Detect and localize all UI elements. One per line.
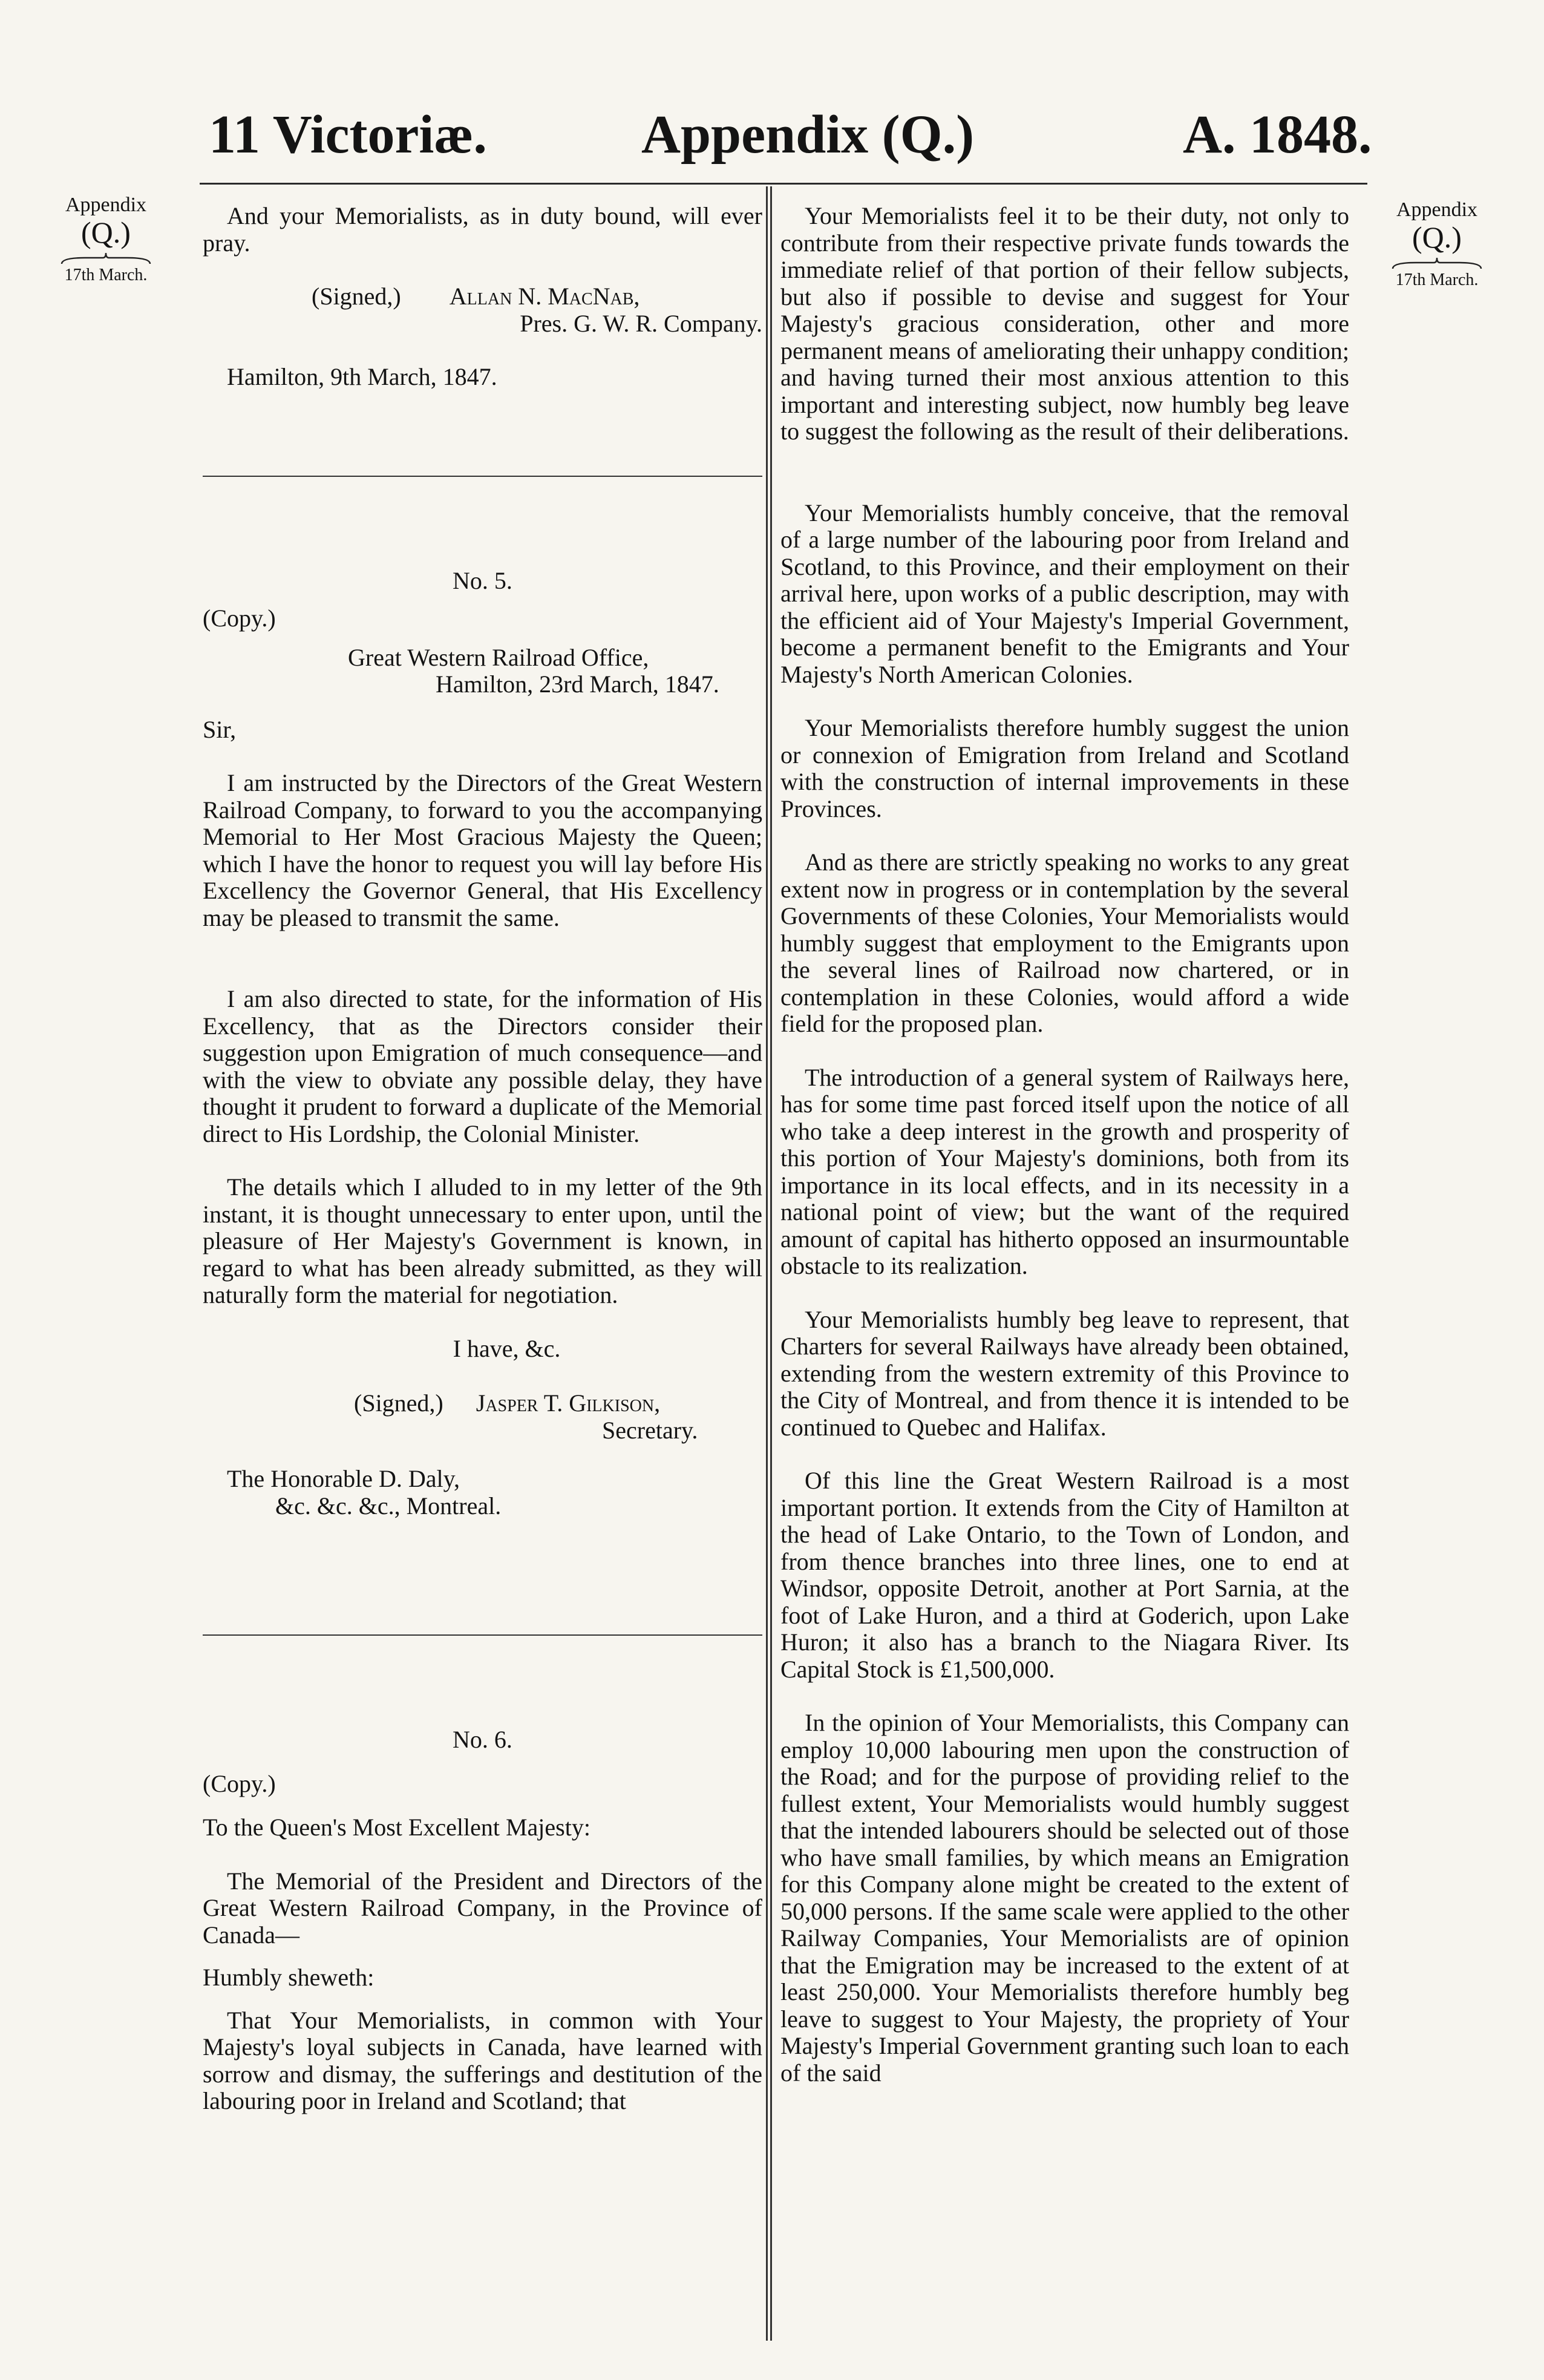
no6-copy: (Copy.): [203, 1769, 276, 1797]
right-para4: And as there are strictly speaking no works to any great extent now in progress or in contemplation by the several Governments of these Colonies, Your Memorialists would humbly suggest that employment to the Emigrants upon the several lines of Railroad now chartered, or in contemplation in these Colonies, would afford a wide field for the proposed plan.: [780, 848, 1349, 1037]
margin-note-left: [45, 194, 166, 285]
signer-title: Secretary.: [602, 1416, 698, 1444]
signer-name: Jasper T. Gilkison,: [476, 1389, 661, 1417]
no5-para1: I am instructed by the Directors of the Great Western Railroad Company, to forward to you the accompanying Memorial to Her Most Gracious Majesty the Queen; which I have the honor to request you will lay before His Excellency the Governor General, that His Excellency may be pleased to transmit the same.: [203, 769, 762, 931]
no6-memorial: The Memorial of the President and Directors of the Great Western Railroad Company, in the Province of Canada—: [203, 1867, 762, 1949]
header-rule: [200, 183, 1367, 185]
signed-label: (Signed,): [354, 1389, 443, 1417]
margin-note-letter: (Q.): [81, 215, 131, 250]
right-para6: Your Memorialists humbly beg leave to represent, that Charters for several Railways have already been obtained, extending from the western extremity of this Province to the City of Montreal, and from thence it is intended to be continued to Quebec and Halifax.: [780, 1305, 1349, 1441]
memorial-closing: And your Memorialists, as in duty bound, will ever pray.: [203, 202, 762, 257]
no6-heading: No. 6.: [453, 1726, 512, 1753]
no6-para1: That Your Memorialists, in common with Your Majesty's loyal subjects in Canada, have learned with sorrow and dismay, the sufferings and destitution of the labouring poor in Ireland and Scotland; that: [203, 2006, 762, 2114]
right-para7: Of this line the Great Western Railroad is a most important portion. It extends from the City of Hamilton at the head of Lake Ontario, to the Town of London, and from thence branches into three lines, one to end at Windsor, opposite Detroit, another at Port Sarnia, at the foot of Lake Huron, and a third at Goderich, upon Lake Huron; it also has a branch to the Niagara River. Its Capital Stock is £1,500,000.: [780, 1467, 1349, 1683]
place-date: Hamilton, 9th March, 1847.: [227, 363, 497, 390]
no6-to: To the Queen's Most Excellent Majesty:: [203, 1814, 590, 1841]
right-para1: Your Memorialists feel it to be their duty, not only to contribute from their respective private funds towards the immediate relief of that portion of their fellow subjects, but also if possible to devise and suggest for Your Majesty's gracious consideration, other and more permanent means of ameliorating their unhappy condition; and having turned their most anxious attention to this important and interesting subject, now humbly beg leave to suggest the following as the result of their deliberations.: [780, 202, 1349, 445]
margin-note-label: Appendix: [65, 194, 147, 216]
no5-office-line2: Hamilton, 23rd March, 1847.: [436, 670, 719, 698]
margin-note-date: 17th March.: [64, 266, 148, 285]
no5-copy: (Copy.): [203, 605, 276, 632]
no5-para2: I am also directed to state, for the information of His Excellency, that as the Directors consider their suggestion upon Emigration of much consequence—and with the view to obviate any possible delay, they have thought it prudent to forward a duplicate of the Memorial direct to His Lordship, the Colonial Minister.: [203, 985, 762, 1147]
column-divider: [766, 186, 772, 2341]
signer-name: Allan N. MacNab,: [449, 283, 640, 310]
addressee-line1: The Honorable D. Daly,: [227, 1465, 460, 1492]
margin-note-date: 17th March.: [1395, 270, 1479, 290]
right-para3: Your Memorialists therefore humbly suggest the union or connexion of Emigration from Ireland and Scotland with the construction of internal improvements in these Provinces.: [780, 714, 1349, 822]
signed-label: (Signed,): [312, 283, 401, 310]
addressee-line2: &c. &c. &c., Montreal.: [275, 1492, 502, 1519]
margin-note-label: Appendix: [1396, 198, 1478, 221]
no5-salutation: Sir,: [203, 715, 237, 743]
no5-para3: The details which I alluded to in my letter of the 9th instant, it is thought unnecessary to enter upon, until the pleasure of Her Majesty's Government is known, in regard to what has been already submitted, as they will naturally form the material for negotiation.: [203, 1173, 762, 1308]
header-year: A. 1848.: [1183, 105, 1372, 165]
left-column: [203, 203, 762, 2115]
brace-icon: [61, 252, 151, 265]
brace-icon: [1392, 257, 1482, 270]
right-column: [780, 203, 1349, 2087]
section-rule: [203, 1634, 762, 1636]
header-appendix: Appendix (Q.): [641, 105, 975, 165]
right-para5: The introduction of a general system of Railways here, has for some time past forced itself upon the notice of all who take a deep interest in the growth and prosperity of this portion of Your Majesty's dominions, both from its importance in its local effects, and in its necessity in a national point of view; but the want of the required amount of capital has hitherto opposed an insurmountable obstacle to its realization.: [780, 1063, 1349, 1279]
no6-humbly: Humbly sheweth:: [203, 1964, 375, 1991]
right-para8: In the opinion of Your Memorialists, this Company can employ 10,000 labouring men upon the construction of the Road; and for the purpose of providing relief to the fullest extent, Your Memorialists would humbly suggest that the intended labourers should be selected out of those who have small families, by which means an Emigration for this Company alone might be created to the extent of 50,000 persons. If the same scale were applied to the other Railway Companies, Your Memorialists are of opinion that the Emigration may be increased to the extent of at least 250,000. Your Memorialists therefore humbly beg leave to suggest to Your Majesty, the propriety of Your Majesty's Imperial Government granting such loan to each of the said: [780, 1709, 1349, 2087]
right-para2: Your Memorialists humbly conceive, that the removal of a large number of the labouring poor from Ireland and Scotland, to this Province, and their employment on their arrival here, upon works of a public description, may with the efficient aid of Your Majesty's Imperial Government, become a permanent benefit to the Emigrants and Your Majesty's North American Colonies.: [780, 499, 1349, 688]
no5-office-line1: Great Western Railroad Office,: [348, 643, 649, 671]
no5-closing: I have, &c.: [453, 1334, 561, 1362]
signature-block: [203, 283, 762, 310]
margin-note-right: [1376, 198, 1497, 290]
margin-note-letter: (Q.): [1412, 220, 1462, 255]
no5-heading: No. 5.: [453, 566, 512, 594]
no5-signature: [203, 1390, 762, 1417]
section-rule: [203, 476, 762, 477]
header-session: 11 Victoriæ.: [209, 105, 487, 165]
signer-title: Pres. G. W. R. Company.: [520, 309, 762, 337]
